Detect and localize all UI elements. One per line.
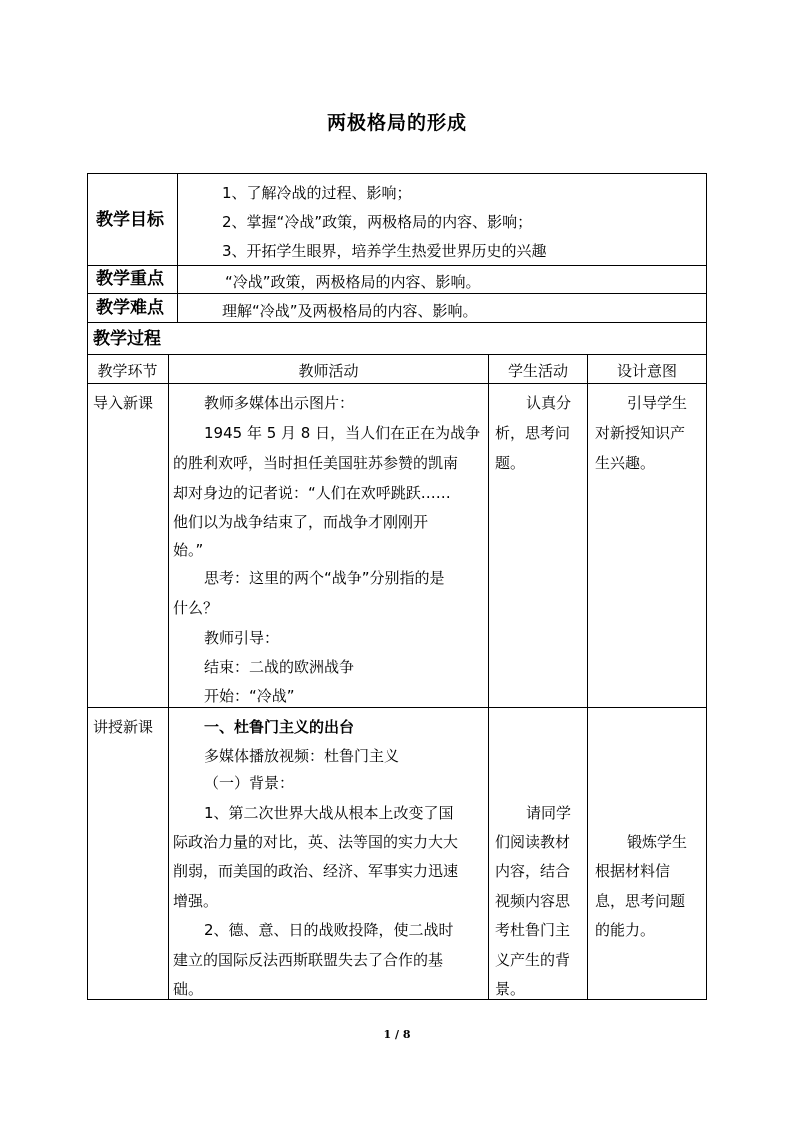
teacher-line: 增强。 bbox=[173, 892, 219, 910]
teacher-line: 1945 年 5 月 8 日，当人们在正在为战争 bbox=[204, 424, 481, 442]
row-divider bbox=[87, 707, 707, 708]
row-divider bbox=[87, 354, 707, 355]
column-divider bbox=[168, 354, 169, 1000]
teacher-line: 2、德、意、日的战败投降，使二战时 bbox=[204, 921, 454, 939]
student-line: 景。 bbox=[495, 980, 526, 998]
intent-line: 锻炼学生 bbox=[627, 833, 688, 851]
row-divider bbox=[87, 265, 707, 266]
table-border-right bbox=[706, 173, 707, 1000]
teacher-line: 教师引导： bbox=[204, 629, 280, 647]
table-border-top bbox=[87, 173, 707, 174]
intent-line: 根据材料信 bbox=[595, 862, 671, 880]
student-line: 义产生的背 bbox=[495, 951, 571, 969]
page-number: 1 / 8 bbox=[383, 1028, 411, 1041]
teacher-line: 什么？ bbox=[173, 599, 219, 617]
student-line: 内容，结合 bbox=[495, 862, 571, 880]
column-header: 教学环节 bbox=[97, 362, 158, 380]
student-line: 们阅读教材 bbox=[495, 833, 571, 851]
section-heading: 一、杜鲁门主义的出台 bbox=[204, 718, 355, 736]
page-title: 两极格局的形成 bbox=[326, 112, 467, 134]
table-border-bottom bbox=[87, 999, 707, 1000]
row-divider bbox=[87, 293, 707, 294]
teacher-line: 削弱，而美国的政治、经济、军事实力迅速 bbox=[173, 862, 459, 880]
teacher-line: （一）背景： bbox=[204, 774, 295, 792]
stage-cell: 导入新课 bbox=[93, 394, 154, 412]
teacher-line: 始。” bbox=[173, 541, 204, 559]
difficulties-text: 理解“冷战”及两极格局的内容、影响。 bbox=[222, 302, 478, 320]
column-divider bbox=[587, 354, 588, 1000]
intent-line: 对新授知识产 bbox=[595, 424, 686, 442]
intent-line: 生兴趣。 bbox=[595, 454, 656, 472]
student-line: 视频内容思 bbox=[495, 892, 571, 910]
stage-cell: 讲授新课 bbox=[93, 718, 154, 736]
row-divider bbox=[87, 322, 707, 323]
student-line: 认真分 bbox=[526, 394, 572, 412]
intent-line: 息，思考问题 bbox=[595, 892, 686, 910]
objective-item: 2、掌握“冷战”政策，两极格局的内容、影响； bbox=[222, 213, 533, 231]
column-header: 教师活动 bbox=[298, 362, 359, 380]
teacher-line: 结束：二战的欧洲战争 bbox=[204, 658, 355, 676]
student-line: 题。 bbox=[495, 454, 526, 472]
difficulties-label: 教学难点 bbox=[96, 298, 164, 318]
teacher-line: 1、第二次世界大战从根本上改变了国 bbox=[204, 804, 454, 822]
teacher-line: 的胜利欢呼，当时担任美国驻苏参赞的凯南 bbox=[173, 454, 459, 472]
student-line: 请同学 bbox=[526, 804, 572, 822]
objective-item: 3、开拓学生眼界，培养学生热爱世界历史的兴趣 bbox=[222, 242, 547, 260]
column-header: 设计意图 bbox=[616, 362, 677, 380]
teacher-line: 础。 bbox=[173, 980, 204, 998]
column-header: 学生活动 bbox=[507, 362, 568, 380]
key-points-label: 教学重点 bbox=[96, 269, 164, 289]
teacher-line: 多媒体播放视频：杜鲁门主义 bbox=[204, 747, 400, 765]
intent-line: 的能力。 bbox=[595, 921, 656, 939]
teacher-line: 教师多媒体出示图片： bbox=[204, 394, 355, 412]
teacher-line: 开始：“冷战” bbox=[204, 687, 295, 705]
teacher-line: 际政治力量的对比，英、法等国的实力大大 bbox=[173, 833, 459, 851]
teacher-line: 他们以为战争结束了，而战争才刚刚开 bbox=[173, 513, 429, 531]
objective-item: 1、了解冷战的过程、影响； bbox=[222, 184, 412, 202]
column-divider bbox=[488, 354, 489, 1000]
table-border-left bbox=[87, 173, 88, 1000]
teacher-line: 思考：这里的两个“战争”分别指的是 bbox=[204, 569, 445, 587]
objectives-label: 教学目标 bbox=[96, 210, 164, 230]
process-label: 教学过程 bbox=[93, 329, 161, 349]
intent-line: 引导学生 bbox=[627, 394, 688, 412]
row-divider bbox=[87, 383, 707, 384]
teacher-line: 建立的国际反法西斯联盟失去了合作的基 bbox=[173, 951, 444, 969]
teacher-line: 却对身边的记者说：“人们在欢呼跳跃…… bbox=[173, 484, 451, 502]
student-line: 析，思考问 bbox=[495, 424, 571, 442]
student-line: 考杜鲁门主 bbox=[495, 921, 571, 939]
label-column-divider bbox=[177, 173, 178, 323]
key-points-text: “冷战”政策，两极格局的内容、影响。 bbox=[225, 273, 481, 291]
